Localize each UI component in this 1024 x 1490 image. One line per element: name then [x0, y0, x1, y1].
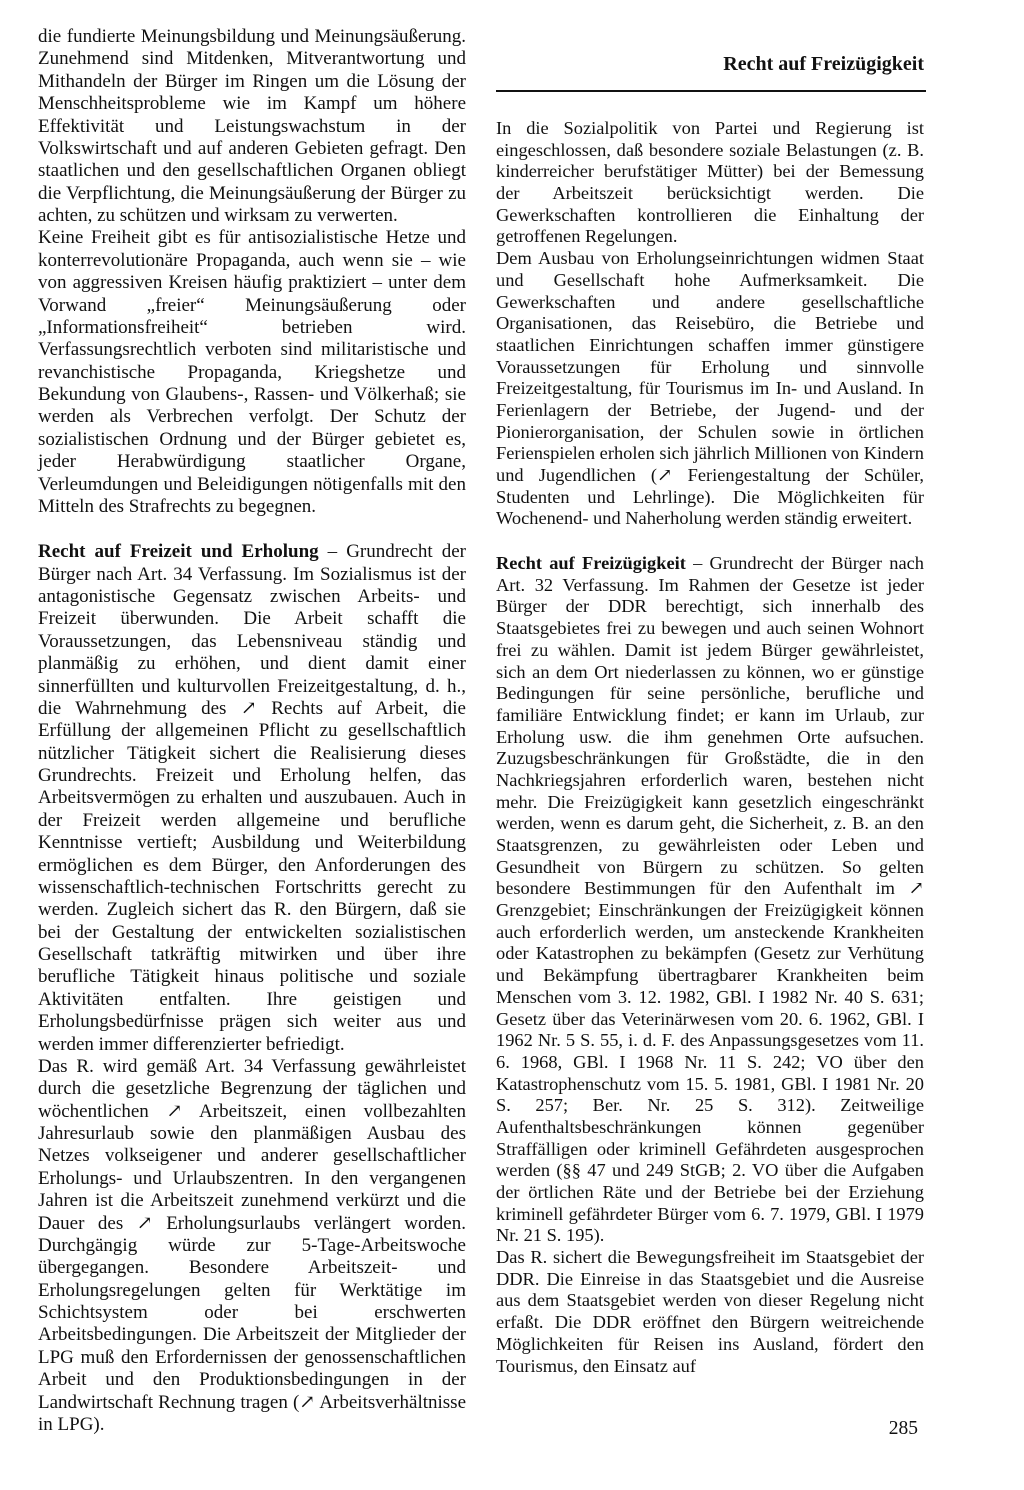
section-gap — [496, 530, 924, 553]
section-gap — [38, 518, 466, 541]
entry-text: – Grundrecht der Bürger nach Art. 32 Verfassung. Im Rahmen der Gesetze ist jeder Bürger der DDR berechtigt, sich innerhalb des Staatsgebietes frei zu bewegen und auch seinen Wohnort frei zu wählen. Damit ist jedem Bürger gewährleistet, sich an dem Ort niederlassen zu können, wo er günstige Bedingungen für seine persönliche, berufliche und familiäre Entwicklung findet; er kann im Urlaub, zur Erholung usw. die ihm genehmen Orte aufsuchen. Zuzugsbeschränkungen für Großstädte, die in den Nachkriegsjahren erforderlich waren, bestehen nicht mehr. Die Freizügigkeit kann gesetzlich eingeschränkt werden, wenn es darum geht, die Sicherheit, z. B. an den Staatsgrenzen, zu gewährleisten oder Leben und Gesundheit von Bürgern zu schützen. So gelten besondere Bestimmungen für den Aufenthalt im ↗ Grenzgebiet; Einschränkungen der Freizügigkeit können auch erforderlich werden, um ansteckende Krankheiten oder Katastrophen zu bekämpfen (Gesetz zur Verhütung und Bekämpfung übertragbarer Krankheiten beim Menschen vom 3. 12. 1982, GBl. I 1982 Nr. 40 S. 631; Gesetz über das Veterinärwesen vom 20. 6. 1962, GBl. I 1962 Nr. 5 S. 55, i. d. F. des Anpassungsgesetzes vom 11. 6. 1968, GBl. I 1968 Nr. 11 S. 242; VO über den Katastrophenschutz vom 15. 5. 1981, GBl. I 1981 Nr. 20 S. 257; Ber. Nr. 25 S. 312). Zeitweilige Aufenthaltsbeschränkungen können gegenüber Straffälligen oder kriminell Gefährdeten ausgesprochen werden (§§ 47 und 249 StGB; 2. VO über die Aufgaben der örtlichen Räte und der Betriebe bei der Erziehung kriminell gefährdeter Bürger vom 6. 7. 1979, GBl. I 1979 Nr. 21 S. 195). — [496, 553, 924, 1246]
right-column — [496, 118, 924, 1377]
paragraph: die fundierte Meinungsbildung und Meinungsäußerung. Zunehmend sind Mitdenken, Mitverantwortung und Mithandeln der Bürger im Ringen um die Lösung der Menschheitsprobleme wie im Kampf um höhere Effektivität und Leistungswachstum in der Volkswirtschaft und auf anderen Gebieten gefragt. Den staatlichen und den gesellschaftlichen Organen obliegt die Verpflichtung, die Meinungsäußerung der Bürger zu achten, zu schützen und wirksam zu verwerten. — [38, 26, 466, 226]
paragraph: Das R. sichert die Bewegungsfreiheit im Staatsgebiet der DDR. Die Einreise in das Staatsgebiet und die Ausreise aus dem Staatsgebiet werden von dieser Regelung nicht erfaßt. Die DDR eröffnet den Bürgern weitreichende Möglichkeiten für Reisen ins Ausland, fördert den Tourismus, den Einsatz auf — [496, 1247, 924, 1376]
entry-text: – Grundrecht der Bürger nach Art. 34 Verfassung. Im Sozialismus ist der antagonistische Gegensatz zwischen Arbeits- und Freizeit überwunden. Die Arbeit schafft die Voraussetzungen, das Lebensniveau ständig und planmäßig zu erhöhen, und dient damit einer sinnerfüllten und kulturvollen Freizeitgestaltung, d. h., die Wahrnehmung des ↗ Rechts auf Arbeit, die Erfüllung der allgemeinen Pflicht zu gesellschaftlich nützlicher Tätigkeit sichert die Realisierung dieses Grundrechts. Freizeit und Erholung helfen, das Arbeitsvermögen zu erhalten und auszubauen. Auch in der Freizeit werden allgemeine und berufliche Kenntnisse vertieft; Ausbildung und Weiterbildung ermöglichen es dem Bürger, den Anforderungen des wissenschaftlich-technischen Fortschritts gerecht zu werden. Zugleich sichert das R. den Bürgern, daß sie bei der Gestaltung der entwickelten sozialistischen Gesellschaft tatkräftig mitwirken und über ihre berufliche Tätigkeit hinaus politische und soziale Aktivitäten entfalten. Ihre geistigen und Erholungsbedürfnisse prägen sich weiter aus und werden immer differenzierter befriedigt. — [38, 541, 466, 1055]
entry-paragraph — [38, 541, 466, 1056]
page-number: 285 — [888, 1418, 918, 1439]
entry-title: Recht auf Freizügigkeit — [496, 553, 686, 574]
left-column — [38, 26, 466, 1436]
running-header: Recht auf Freizügigkeit — [723, 53, 924, 75]
paragraph: Dem Ausbau von Erholungseinrichtungen widmen Staat und Gesellschaft hohe Aufmerksamkeit. Die Gewerkschaften und andere gesellschaftliche Organisationen, das Reisebüro, die Betriebe und staatlichen Einrichtungen schaffen immer günstigere Voraussetzungen für Erholung und sinnvolle Freizeitgestaltung, für Tourismus im In- und Ausland. In Ferienlagern der Betriebe, der Jugend- und der Pionierorganisation, der Schulen sowie in örtlichen Ferienspielen erholen sich jährlich Millionen von Kindern und Jugendlichen (↗ Feriengestaltung der Schüler, Studenten und Lehrlinge). Die Möglichkeiten für Wochenend- und Naherholung werden ständig erweitert. — [496, 248, 924, 529]
entry-title: Recht auf Freizeit und Erholung — [38, 541, 319, 563]
paragraph: Keine Freiheit gibt es für antisozialistische Hetze und konterrevolutionäre Propaganda, auch wenn sie – wie von aggressiven Kreisen häufig praktiziert – unter dem Vorwand „freier“ Meinungsäußerung oder „Informationsfreiheit“ betrieben wird. Verfassungsrechtlich verboten sind militaristische und revanchistische Propaganda, Kriegshetze und Bekundung von Glaubens-, Rassen- und Völkerhaß; sie werden als Verbrechen verfolgt. Der Schutz der sozialistischen Ordnung und der Bürger gebietet es, jeder Herabwürdigung staatlicher Organe, Verleumdungen und Beleidigungen nötigenfalls mit den Mitteln des Strafrechts zu begegnen. — [38, 227, 466, 517]
entry-paragraph — [496, 553, 924, 1247]
paragraph: Das R. wird gemäß Art. 34 Verfassung gewährleistet durch die gesetzliche Begrenzung der täglichen und wöchentlichen ↗ Arbeitszeit, einen vollbezahlten Jahresurlaub sowie den planmäßigen Ausbau des Netzes volkseigener und anderer gesellschaftlicher Erholungs- und Urlaubszentren. In den vergangenen Jahren ist die Arbeitszeit zunehmend verkürzt und die Dauer des ↗ Erholungsurlaubs verlängert worden. Durchgängig würde zur 5-Tage-Arbeitswoche übergegangen. Besondere Arbeitszeit- und Erholungsregelungen gelten für Werktätige im Schichtsystem oder bei erschwerten Arbeitsbedingungen. Die Arbeitszeit der Mitglieder der LPG muß den Erfordernissen der genossenschaftlichen Arbeit und den Produktionsbedingungen in der Landwirtschaft Rechnung tragen (↗ Arbeitsverhältnisse in LPG). — [38, 1055, 466, 1435]
paragraph: In die Sozialpolitik von Partei und Regierung ist eingeschlossen, daß besondere soziale Belastungen (z. B. kinderreicher berufstätiger Mütter) bei der Bemessung der Arbeitszeit berücksichtigt werden. Die Gewerkschaften kontrollieren die Einhaltung der getroffenen Regelungen. — [496, 118, 924, 247]
header-rule — [496, 90, 926, 92]
